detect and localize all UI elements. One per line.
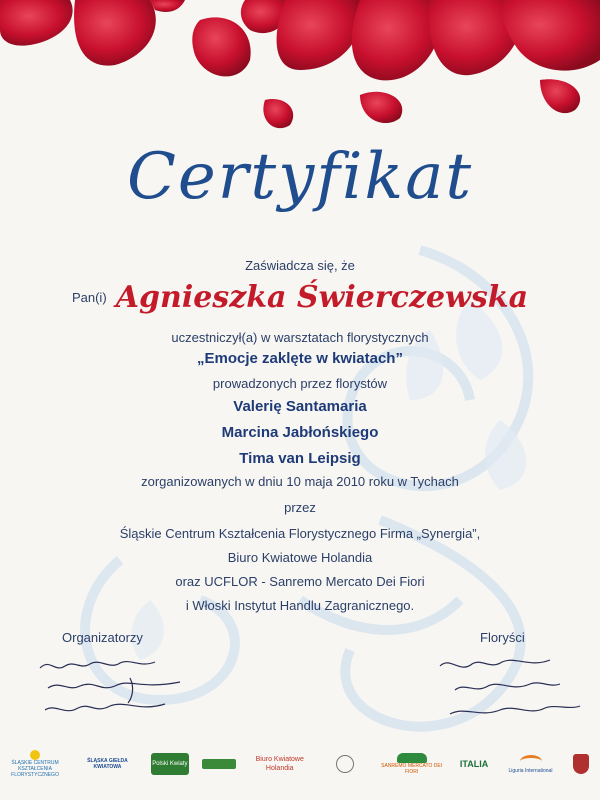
recipient-name: Agnieszka Świerczewska (115, 280, 529, 315)
florist-name: Tima van Leipsig (239, 450, 361, 467)
organizers-label: Organizatorzy (62, 630, 143, 645)
intro-text: Zaświadcza się, że (245, 258, 355, 273)
signature-drawing (420, 648, 590, 728)
green-logo (201, 755, 237, 773)
florist-name: Valerię Santamaria (233, 398, 367, 415)
emblem-icon (336, 755, 354, 773)
sun-icon (520, 755, 542, 768)
florists-signatures (420, 648, 590, 728)
conducted-by-text: prowadzonych przez florystów (212, 376, 388, 391)
region-logo (568, 749, 594, 779)
organizer-line: i Włoski Instytut Handlu Zagranicznego. (185, 598, 415, 613)
green-bar-icon (202, 759, 236, 769)
certificate-title: Certyfikat (126, 140, 474, 214)
ministero-logo (322, 747, 368, 781)
biuro-kwiatowe-logo: Biuro Kwiatowe Holandia (255, 756, 304, 772)
organizers-signatures (20, 648, 220, 728)
organizer-line: oraz UCFLOR - Sanremo Mercato Dei Fiori (175, 574, 425, 589)
leaf-icon (397, 753, 427, 763)
slaska-centrum-logo: ŚLĄSKIE CENTRUM KSZTAŁCENIA FLORYSTYCZNEGO (6, 744, 64, 784)
italia-logo: ITALIA (459, 759, 489, 769)
florist-name: Marcina Jabłońskiego (221, 424, 379, 441)
recipient-prefix: Pan(i) (71, 290, 107, 305)
signature-drawing (20, 648, 220, 728)
sanremo-logo: SANREMO MERCATO DEI FIORI (381, 747, 443, 781)
florists-label: Floryści (480, 630, 525, 645)
workshop-title: „Emocje zaklęte w kwiatach” (197, 350, 403, 367)
recipient-row (0, 280, 600, 315)
liguria-logo: Liguria International (506, 747, 556, 781)
shield-icon (573, 754, 589, 774)
organizer-line: Biuro Kwiatowe Holandia (227, 550, 373, 565)
organized-text: zorganizowanych w dniu 10 maja 2010 roku w Tychach (141, 474, 459, 489)
polski-kwiaty-logo: Polski Kwiaty (151, 753, 189, 775)
slaska-gielda-logo: ŚLĄSKA GIEŁDA KWIATOWA (87, 758, 128, 770)
organizer-line: Śląskie Centrum Kształcenia Florystycznego Firma „Synergia”, (119, 526, 481, 541)
participation-text: uczestniczył(a) w warsztatach florystycznych (171, 330, 429, 345)
rose-petals-decoration (0, 0, 600, 160)
sponsor-logos-row (6, 734, 594, 794)
flower-icon (30, 750, 40, 760)
by-text: przez (284, 500, 316, 515)
